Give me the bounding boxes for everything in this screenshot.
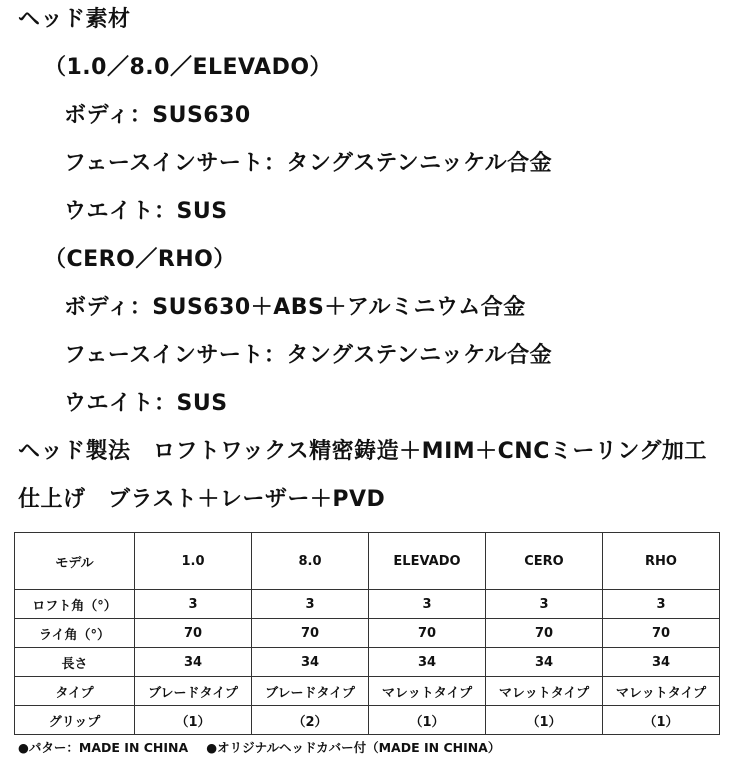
- table-header-row: [15, 533, 720, 590]
- footnotes: [18, 738, 500, 756]
- table-cell: 34: [486, 648, 603, 677]
- row-label: グリップ: [15, 706, 135, 735]
- table-cell: 34: [603, 648, 720, 677]
- table-cell: 70: [252, 619, 369, 648]
- table-cell: 3: [486, 590, 603, 619]
- table-cell: 70: [369, 619, 486, 648]
- table-row-loft: [15, 590, 720, 619]
- table-cell: マレットタイプ: [369, 677, 486, 706]
- table-cell: （1）: [135, 706, 252, 735]
- body-material-line: ボディ：SUS630＋ABS＋アルミニウム合金: [64, 295, 526, 320]
- weight-line: ウエイト：SUS: [64, 391, 228, 416]
- row-label: タイプ: [15, 677, 135, 706]
- row-label: ライ角（°）: [15, 619, 135, 648]
- body-material-line: ボディ：SUS630: [64, 103, 251, 128]
- group-heading-1-8-elevado: （1.0／8.0／ELEVADO）: [44, 55, 333, 80]
- header-cell-model: モデル: [15, 533, 135, 590]
- spec-table: [14, 532, 720, 735]
- face-insert-line: フェースインサート：タングステンニッケル合金: [64, 343, 553, 368]
- table-row-grip: [15, 706, 720, 735]
- table-cell: （1）: [369, 706, 486, 735]
- footnote-headcover: ●オリジナルヘッドカバー付（MADE IN CHINA）: [206, 740, 501, 755]
- table-cell: マレットタイプ: [486, 677, 603, 706]
- head-material-heading: ヘッド素材: [18, 7, 131, 32]
- table-cell: （1）: [603, 706, 720, 735]
- table-cell: 3: [369, 590, 486, 619]
- table-row-lie: [15, 619, 720, 648]
- header-cell: ELEVADO: [369, 533, 486, 590]
- table-cell: ブレードタイプ: [135, 677, 252, 706]
- table-cell: （1）: [486, 706, 603, 735]
- header-cell: 8.0: [252, 533, 369, 590]
- table-cell: 3: [603, 590, 720, 619]
- table-cell: 34: [252, 648, 369, 677]
- table-cell: 34: [135, 648, 252, 677]
- head-manufacturing-line: ヘッド製法 ロフトワックス精密鋳造＋MIM＋CNCミーリング加工: [18, 439, 707, 464]
- table-row-type: [15, 677, 720, 706]
- weight-line: ウエイト：SUS: [64, 199, 228, 224]
- table-cell: 70: [603, 619, 720, 648]
- table-cell: 3: [135, 590, 252, 619]
- finish-line: 仕上げ ブラスト＋レーザー＋PVD: [18, 487, 386, 512]
- footnote-made-in: ●パター：MADE IN CHINA: [18, 740, 189, 755]
- face-insert-line: フェースインサート：タングステンニッケル合金: [64, 151, 553, 176]
- row-label: 長さ: [15, 648, 135, 677]
- row-label: ロフト角（°）: [15, 590, 135, 619]
- table-cell: 34: [369, 648, 486, 677]
- header-cell: RHO: [603, 533, 720, 590]
- header-cell: 1.0: [135, 533, 252, 590]
- header-cell: CERO: [486, 533, 603, 590]
- table-cell: （2）: [252, 706, 369, 735]
- table-cell: 70: [135, 619, 252, 648]
- table-cell: ブレードタイプ: [252, 677, 369, 706]
- table-row-length: [15, 648, 720, 677]
- table-cell: 70: [486, 619, 603, 648]
- table-cell: 3: [252, 590, 369, 619]
- table-cell: マレットタイプ: [603, 677, 720, 706]
- group-heading-cero-rho: （CERO／RHO）: [44, 247, 236, 272]
